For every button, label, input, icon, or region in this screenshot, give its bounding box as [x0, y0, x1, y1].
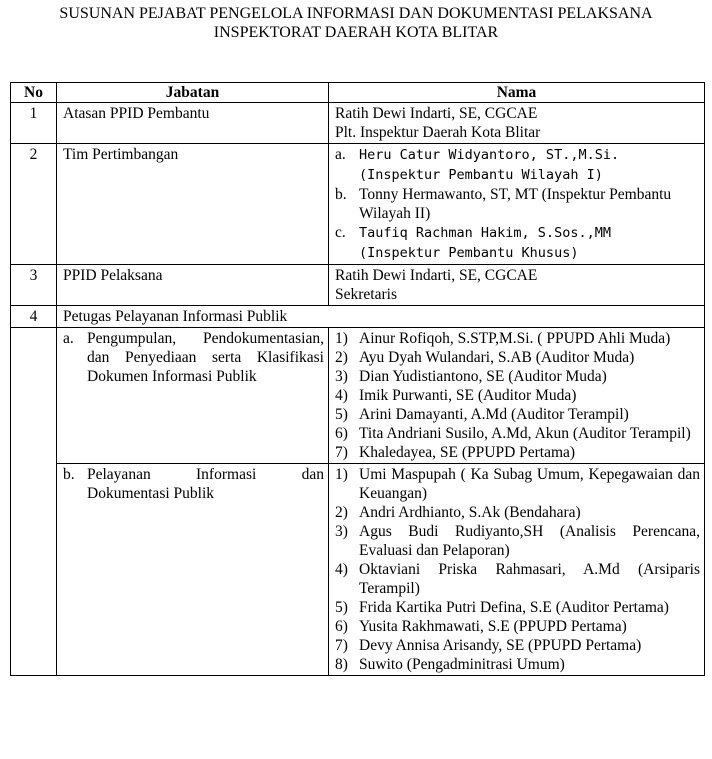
- official-name: Ratih Dewi Indarti, SE, CGCAE: [335, 105, 538, 122]
- officials-table: [10, 82, 705, 676]
- title-line-2: INSPEKTORAT DAERAH KOTA BLITAR: [213, 24, 499, 41]
- title-line-1: SUSUNAN PEJABAT PENGELOLA INFORMASI DAN DOKUMENTASI PELAKSANA: [59, 5, 653, 22]
- list-item: 4) Oktaviani Priska Rahmasari, A.Md (Arsiparis Terampil): [335, 561, 700, 597]
- sub-marker: a.: [63, 330, 74, 347]
- committee-list: [335, 145, 700, 263]
- sub-position-cell: [57, 328, 329, 464]
- list-item: 3) Dian Yudistiantono, SE (Auditor Muda): [335, 368, 607, 385]
- official-title: Sekretaris: [335, 286, 397, 303]
- list-item: 1) Umi Maspupah ( Ka Subag Umum, Kepegawaian dan Keuangan): [335, 466, 700, 502]
- list-item: 3) Agus Budi Rudiyanto,SH (Analisis Perencana, Evaluasi dan Pelaporan): [335, 523, 700, 559]
- sub-position-cell: [57, 464, 329, 676]
- staff-list: [335, 329, 700, 462]
- row-number: 1: [11, 103, 57, 144]
- list-item: 7) Khaledayea, SE (PPUPD Pertama): [335, 444, 576, 461]
- row-name-cell: [329, 144, 705, 265]
- row-name-cell: [329, 265, 705, 306]
- staff-list: [335, 465, 700, 674]
- row-position: Atasan PPID Pembantu: [57, 103, 329, 144]
- list-item: 2) Andri Ardhianto, S.Ak (Bendahara): [335, 504, 581, 521]
- row-number: 3: [11, 265, 57, 306]
- table-row: [11, 265, 705, 306]
- table-header-row: [11, 83, 705, 103]
- list-item: 5) Arini Damayanti, A.Md (Auditor Terampil): [335, 406, 629, 423]
- row-name-cell: [329, 103, 705, 144]
- list-item: 6) Tita Andriani Susilo, A.Md, Akun (Auditor Terampil): [335, 425, 691, 442]
- official-title: Plt. Inspektur Daerah Kota Blitar: [335, 124, 541, 141]
- table-row: [11, 328, 705, 464]
- row-position: Tim Pertimbangan: [57, 144, 329, 265]
- document-title: [0, 4, 712, 42]
- table-row: [11, 464, 705, 676]
- sub-position-label: Pelayanan Informasi dan Dokumentasi Publik: [87, 466, 324, 502]
- empty-number-cell: [11, 328, 57, 676]
- row-number: 4: [11, 306, 57, 328]
- row-number: 2: [11, 144, 57, 265]
- list-item: 7) Devy Annisa Arisandy, SE (PPUPD Pertama): [335, 637, 642, 654]
- table-row: [11, 144, 705, 265]
- official-name: Ratih Dewi Indarti, SE, CGCAE: [335, 267, 538, 284]
- list-item: 5) Frida Kartika Putri Defina, S.E (Auditor Pertama): [335, 599, 669, 616]
- table-row: [11, 103, 705, 144]
- list-item: 1) Ainur Rofiqoh, S.STP,M.Si. ( PPUPD Ahli Muda): [335, 330, 671, 347]
- table-row: [11, 306, 705, 328]
- row-name-cell: [329, 464, 705, 676]
- list-item: 8) Suwito (Pengadminitrasi Umum): [335, 656, 565, 673]
- row-position: PPID Pelaksana: [57, 265, 329, 306]
- row-position: Petugas Pelayanan Informasi Publik: [57, 306, 705, 328]
- list-item: 6) Yusita Rakhmawati, S.E (PPUPD Pertama): [335, 618, 627, 635]
- list-item: b. Tonny Hermawanto, ST, MT (Inspektur Pembantu Wilayah II): [335, 186, 672, 222]
- sub-position-label: Pengumpulan, Pendokumentasian, dan Penyediaan serta Klasifikasi Dokumen Informasi Publik: [87, 330, 324, 385]
- row-name-cell: [329, 328, 705, 464]
- header-nama: Nama: [329, 83, 705, 103]
- header-no: No: [11, 83, 57, 103]
- header-jabatan: Jabatan: [57, 83, 329, 103]
- list-item: a. Heru Catur Widyantoro, ST.,M.Si. (Inspektur Pembantu Wilayah I): [335, 146, 620, 183]
- list-item: 2) Ayu Dyah Wulandari, S.AB (Auditor Muda): [335, 349, 635, 366]
- sub-marker: b.: [63, 466, 75, 483]
- list-item: c. Taufiq Rachman Hakim, S.Sos.,MM (Inspektur Pembantu Khusus): [335, 224, 611, 261]
- list-item: 4) Imik Purwanti, SE (Auditor Muda): [335, 387, 577, 404]
